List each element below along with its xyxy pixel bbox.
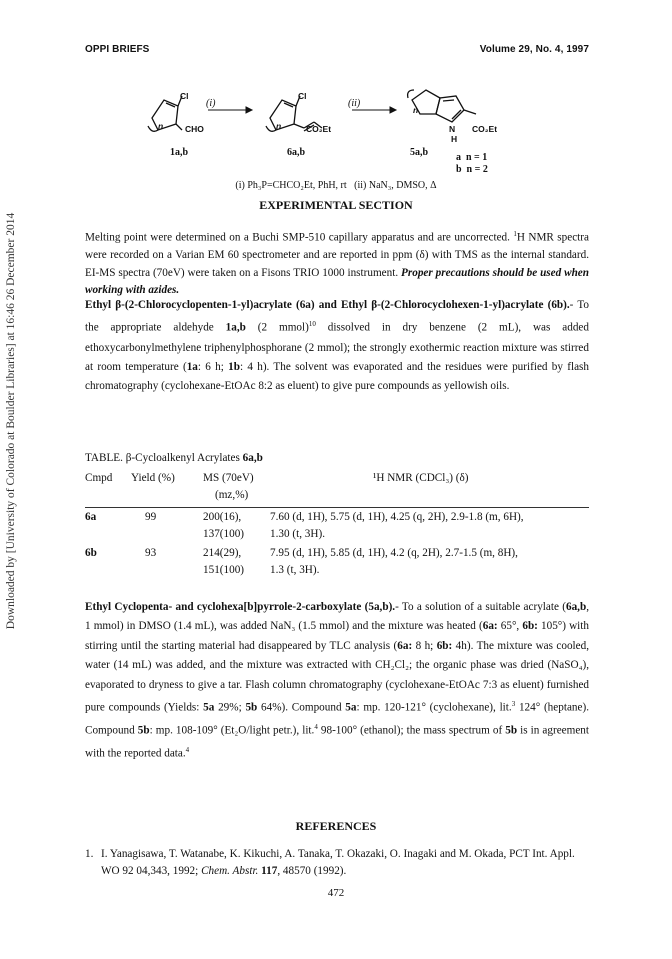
table-header bbox=[85, 472, 589, 512]
page-number: 472 bbox=[327, 887, 345, 899]
arrow-ii-label: (ii) bbox=[348, 98, 361, 109]
compound-3-label: 5a,b bbox=[410, 147, 429, 158]
cho-label: CHO bbox=[185, 124, 204, 134]
download-sidebar bbox=[0, 0, 22, 959]
co2et-label-2: CO₂Et bbox=[472, 124, 498, 134]
table-rule bbox=[85, 507, 589, 508]
reference-1: 1. I. Yanagisawa, T. Watanabe, K. Kikuchi, A. Tanaka, T. Okazaki, O. Inagaki and M. Okada, PCT Int. Appl. WO 92 04,343, 1992; Chem. Abstr. 117, 48570 (1992). bbox=[85, 848, 575, 877]
table-row: 6b 93 214(29), 151(100) 7.95 (d, 1H), 5.85 (d, 1H), 4.2 (q, 2H), 2.7-1.5 (m, 8H), 1.3 (t, 3H). bbox=[85, 547, 518, 576]
cl-label-1: Cl bbox=[180, 91, 189, 101]
structure-1a-b bbox=[148, 96, 182, 131]
n-label-2: n bbox=[276, 121, 282, 131]
section-6-title: Ethyl β-(2-Chlorocyclopenten-1-yl)acrylate (6a) and Ethyl β-(2-Chlorocyclohexen-1-yl)acrylate (6b). bbox=[85, 299, 570, 311]
experimental-heading: EXPERIMENTAL SECTION bbox=[259, 198, 413, 212]
n-label-3: n bbox=[413, 105, 419, 115]
compound-1-label: 1a,b bbox=[170, 147, 189, 158]
section-6-paragraph: Ethyl β-(2-Chlorocyclopenten-1-yl)acrylate (6a) and Ethyl β-(2-Chlorocyclohexen-1-yl)acrylate (6b).- To the appropriate aldehyde 1a,b (2 mmol)$^{10}$ dissolved in dry benzene (2 mL), was added ethoxycarbonylmethylene triphenylphosphorane (2 mmol); the strongly exothermic reaction mixture was stirred at room temperature (1a: 6 h; 1b: 4 h). The solvent was evaporated and the residues were purified by flash chromatography (cyclohexane-EtOAc 8:2 as eluent) to give pure compounds as yellowish oils. bbox=[85, 299, 589, 393]
scheme-conditions: (i) Ph₃P=CHCO₂Et, PhH, rt (ii) NaN₃, DMSO, Δ bbox=[235, 180, 437, 191]
intro-paragraph: Melting point were determined on a Buchi SMP-510 capillary apparatus and are uncorrected. $^1$H NMR spectra were recorded on a Varian EM 60 spectrometer and are reported in ppm (δ) with TMS as the internal standard. EI-MS spectra (70eV) were taken on a Fisons TRIO 1000 instrument. Proper precautions should be used when working with azides. bbox=[85, 230, 589, 297]
download-note: Downloaded by [University of Colorado at Boulder Libraries] at 16:46 26 December 2014 bbox=[5, 212, 17, 630]
header-yield: Yield (%) bbox=[131, 472, 175, 484]
volume-header: Volume 29, No. 4, 1997 bbox=[479, 44, 589, 55]
table-caption: TABLE. β-Cycloalkenyl Acrylates 6a,b bbox=[85, 452, 263, 464]
header-ms-units: (mz,%) bbox=[215, 489, 249, 501]
cl-label-2: Cl bbox=[298, 91, 307, 101]
nh-n-label: N bbox=[449, 124, 456, 134]
section-5-title: Ethyl Cyclopenta- and cyclohexa[b]pyrrole-2-carboxylate (5a,b). bbox=[85, 601, 396, 613]
section-5-paragraph: Ethyl Cyclopenta- and cyclohexa[b]pyrrole-2-carboxylate (5a,b).- To a solution of a suitable acrylate (6a,b, 1 mmol) in DMSO (1.4 mL), was added NaN₃ (1.5 mmol) and the mixture was heated (6a: 65°, 6b: 105°) with stirring until the starting material had disappeared by TLC analysis (6a: 8 h; 6b: 4h). The mixture was cooled, water (14 mL) was added, and the mixture was extracted with CH₂Cl₂; the organic phase was dried (NaSO₄), evaporated to dryness to give a tar. Flash column chromatography (cyclohexane-EtOAc 7:3 as eluent) furnished pure compounds (Yields: 5a 29%; 5b 64%). Compound 5a: mp. 120-121° (cyclohexane), lit.$^3$ 124° (heptane). Compound 5b: mp. 108-109° (Et₂O/light petr.), lit.$^4$ 98-100° (ethanol); the mass spectrum of 5b is in agreement with the reported data.$^4$ bbox=[85, 601, 590, 761]
table-row: 6a 99 200(16), 137(100) 7.60 (d, 1H), 5.75 (d, 1H), 4.25 (q, 2H), 2.9-1.8 (m, 6H), 1.30 (t, 3H). bbox=[85, 511, 524, 540]
header-ms: MS (70eV) bbox=[203, 472, 254, 484]
nh-h-label: H bbox=[451, 134, 458, 144]
header-cmpd: Cmpd bbox=[85, 472, 113, 484]
n-label-1: n bbox=[158, 121, 164, 131]
references-heading: REFERENCES bbox=[295, 819, 377, 833]
arrow-i-label: (i) bbox=[206, 98, 216, 109]
header-nmr: ¹H NMR (CDCl₃) (δ) bbox=[373, 472, 469, 484]
variant-b: b n = 2 bbox=[456, 164, 488, 175]
variant-a: a n = 1 bbox=[456, 152, 488, 163]
compound-2-label: 6a,b bbox=[287, 147, 306, 158]
journal-header: OPPI BRIEFS bbox=[85, 44, 150, 55]
co2et-label-1: CO₂Et bbox=[306, 124, 332, 134]
